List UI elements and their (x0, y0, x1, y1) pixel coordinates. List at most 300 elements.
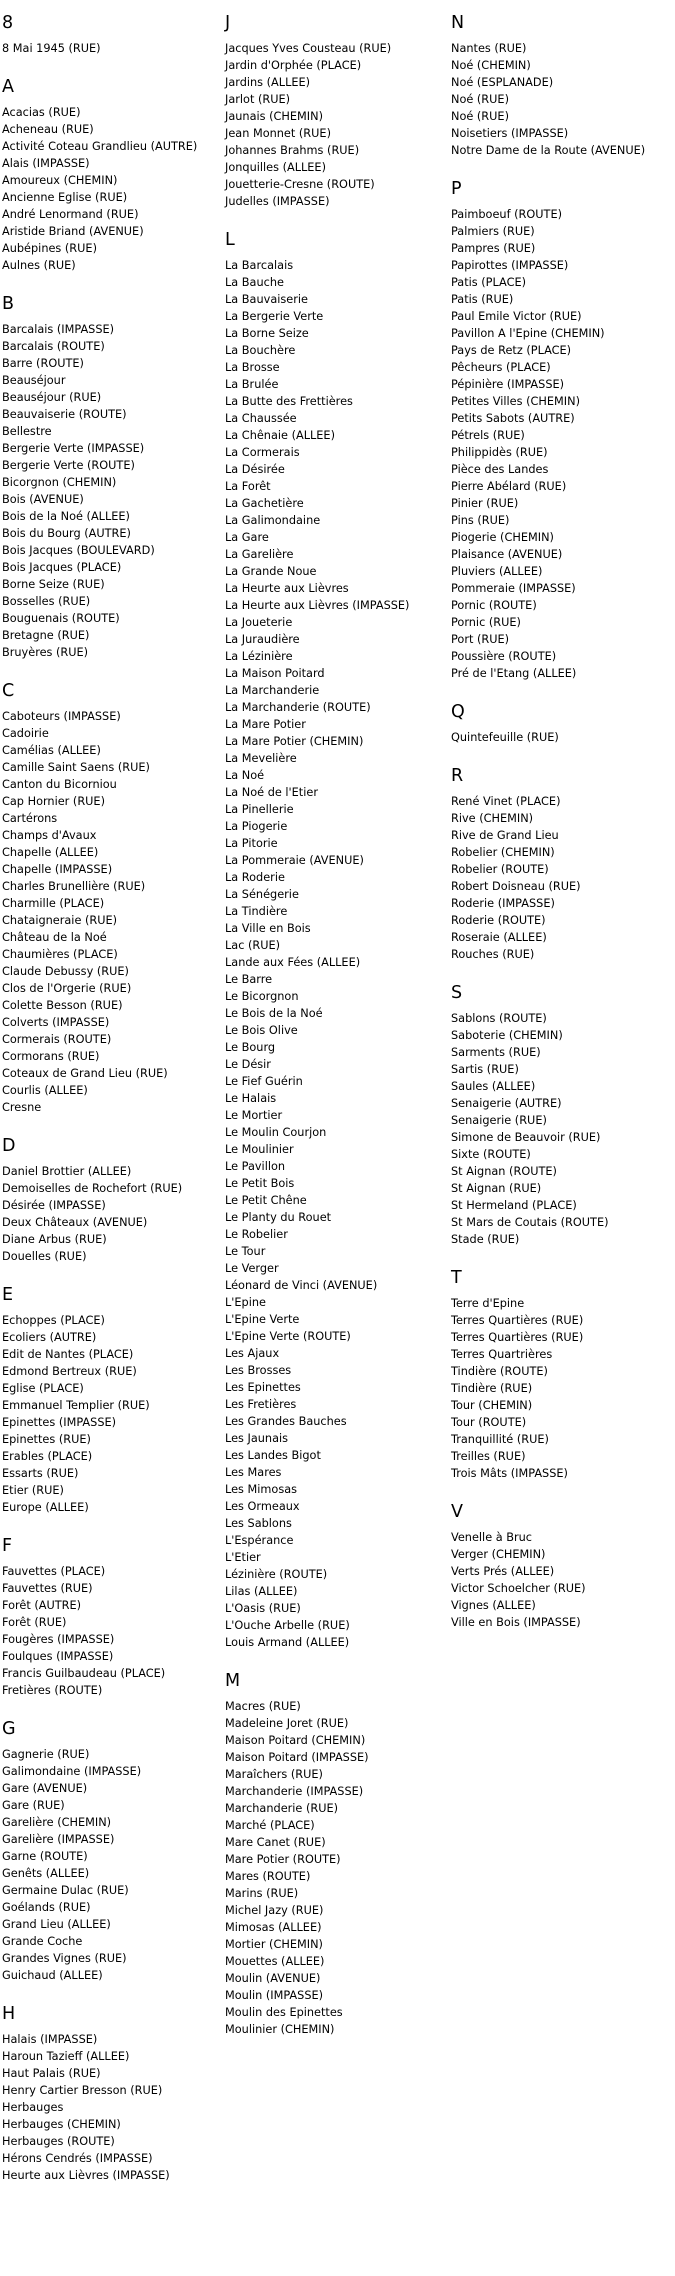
street-item: Pétrels (RUE) (451, 429, 525, 442)
letter-section (2, 293, 224, 661)
section-letter-heading: 8 (2, 13, 14, 33)
street-item: Patis (PLACE) (451, 276, 527, 289)
street-item: Simone de Beauvoir (RUE) (451, 1131, 601, 1144)
street-item: Mortier (CHEMIN) (225, 1938, 323, 1951)
street-item: Pépinière (IMPASSE) (451, 378, 565, 391)
street-item: La Chênaie (ALLEE) (225, 429, 335, 442)
street-item: Le Bois de la Noé (225, 1007, 323, 1020)
street-item: Pornic (ROUTE) (451, 599, 537, 612)
street-item: Tindière (ROUTE) (451, 1365, 548, 1378)
street-item: Essarts (RUE) (2, 1467, 79, 1480)
street-item: Bellestre (2, 425, 52, 438)
street-item: Stade (RUE) (451, 1233, 520, 1246)
street-item: Moulin (IMPASSE) (225, 1989, 324, 2002)
street-item: La Chaussée (225, 412, 297, 425)
street-item: Bois (AVENUE) (2, 493, 84, 506)
street-item: Les Fretières (225, 1398, 297, 1411)
street-item: Bois de la Noé (ALLEE) (2, 510, 130, 523)
street-item: La Brosse (225, 361, 280, 374)
street-item: Les Sablons (225, 1517, 292, 1530)
street-item: Petits Sabots (AUTRE) (451, 412, 575, 425)
street-item: La Marchanderie (ROUTE) (225, 701, 371, 714)
street-item: Cormerais (ROUTE) (2, 1033, 112, 1046)
street-item: Château de la Noé (2, 931, 107, 944)
street-list (2, 1563, 224, 1699)
street-item: L'Epine Verte (ROUTE) (225, 1330, 351, 1343)
letter-section (451, 12, 673, 159)
street-item: Cap Hornier (RUE) (2, 795, 105, 808)
street-item: Ancienne Eglise (RUE) (2, 191, 128, 204)
street-item: Philippidès (RUE) (451, 446, 548, 459)
street-item: La Gachetière (225, 497, 304, 510)
street-item: Rive (CHEMIN) (451, 812, 534, 825)
street-item: La Mare Potier (CHEMIN) (225, 735, 364, 748)
street-item: Pêcheurs (PLACE) (451, 361, 551, 374)
section-letter-heading: J (225, 13, 231, 33)
letter-section (2, 680, 224, 1116)
street-item: Treilles (RUE) (451, 1450, 526, 1463)
street-item: Activité Coteau Grandlieu (AUTRE) (2, 140, 198, 153)
street-item: Le Bourg (225, 1041, 276, 1054)
street-item: Acheneau (RUE) (2, 123, 94, 136)
street-item: Amoureux (CHEMIN) (2, 174, 118, 187)
street-item: Alais (IMPASSE) (2, 157, 90, 170)
street-item: La Mevelière (225, 752, 297, 765)
street-item: Heurte aux Lièvres (IMPASSE) (2, 2169, 170, 2182)
street-item: Courlis (ALLEE) (2, 1084, 88, 1097)
street-item: Europe (ALLEE) (2, 1501, 89, 1514)
street-item: La Heurte aux Lièvres (225, 582, 349, 595)
street-list (451, 793, 673, 963)
street-item: Maraîchers (RUE) (225, 1768, 323, 1781)
street-item: Rive de Grand Lieu (451, 829, 559, 842)
street-item: Camélias (ALLEE) (2, 744, 101, 757)
street-index-column-3 (451, 12, 673, 1650)
street-list (2, 1746, 224, 1984)
street-item: Verger (CHEMIN) (451, 1548, 546, 1561)
street-item: Pierre Abélard (RUE) (451, 480, 567, 493)
street-item: Maison Poitard (CHEMIN) (225, 1734, 366, 1747)
street-item: L'Espérance (225, 1534, 294, 1547)
street-list (451, 1295, 673, 1482)
street-item: René Vinet (PLACE) (451, 795, 561, 808)
street-item: Paimboeuf (ROUTE) (451, 208, 562, 221)
street-item: La Mare Potier (225, 718, 306, 731)
street-item: Mare Canet (RUE) (225, 1836, 326, 1849)
street-item: La Pinellerie (225, 803, 294, 816)
street-item: Marchanderie (IMPASSE) (225, 1785, 364, 1798)
street-item: Terre d'Epine (451, 1297, 525, 1310)
street-item: Charmille (PLACE) (2, 897, 105, 910)
street-item: La Cormerais (225, 446, 300, 459)
street-item: Bois du Bourg (AUTRE) (2, 527, 131, 540)
street-item: Henry Cartier Bresson (RUE) (2, 2084, 163, 2097)
street-item: Bretagne (RUE) (2, 629, 90, 642)
street-item: L'Epine Verte (225, 1313, 300, 1326)
street-item: Le Bicorgnon (225, 990, 299, 1003)
street-item: St Aignan (ROUTE) (451, 1165, 557, 1178)
street-item: Erables (PLACE) (2, 1450, 93, 1463)
street-item: Le Verger (225, 1262, 279, 1275)
street-item: Marins (RUE) (225, 1887, 299, 1900)
street-list (451, 1010, 673, 1248)
street-item: Edmond Bertreux (RUE) (2, 1365, 137, 1378)
street-item: Sartis (RUE) (451, 1063, 519, 1076)
street-list (225, 257, 447, 1651)
street-item: Aristide Briand (AVENUE) (2, 225, 144, 238)
street-item: Désirée (IMPASSE) (2, 1199, 106, 1212)
street-item: Chaumières (PLACE) (2, 948, 118, 961)
street-item: Pinier (RUE) (451, 497, 519, 510)
street-item: Forêt (RUE) (2, 1616, 67, 1629)
street-item: La Roderie (225, 871, 285, 884)
street-list (225, 40, 447, 210)
section-letter-heading: G (2, 1719, 16, 1739)
street-list (2, 1163, 224, 1265)
street-item: St Hermeland (PLACE) (451, 1199, 577, 1212)
street-item: Le Robelier (225, 1228, 288, 1241)
street-item: Petites Villes (CHEMIN) (451, 395, 580, 408)
street-item: Mare Potier (ROUTE) (225, 1853, 341, 1866)
street-list (225, 1698, 447, 2038)
street-item: Moulin (AVENUE) (225, 1972, 321, 1985)
street-item: Fretières (ROUTE) (2, 1684, 103, 1697)
street-item: Le Halais (225, 1092, 277, 1105)
street-item: Le Moulinier (225, 1143, 294, 1156)
street-item: Roderie (ROUTE) (451, 914, 546, 927)
street-item: Hérons Cendrés (IMPASSE) (2, 2152, 153, 2165)
street-item: L'Oasis (RUE) (225, 1602, 301, 1615)
street-item: Noé (RUE) (451, 93, 509, 106)
street-item: Quintefeuille (RUE) (451, 731, 559, 744)
street-item: Victor Schoelcher (RUE) (451, 1582, 586, 1595)
letter-section (451, 701, 673, 746)
street-item: La Désirée (225, 463, 285, 476)
street-item: Rouches (RUE) (451, 948, 535, 961)
street-item: Noé (CHEMIN) (451, 59, 531, 72)
street-item: Claude Debussy (RUE) (2, 965, 129, 978)
street-item: Bois Jacques (BOULEVARD) (2, 544, 155, 557)
street-item: Robelier (ROUTE) (451, 863, 549, 876)
street-item: Haroun Tazieff (ALLEE) (2, 2050, 130, 2063)
letter-section (451, 178, 673, 682)
street-item: Ecoliers (AUTRE) (2, 1331, 97, 1344)
street-item: La Garelière (225, 548, 294, 561)
street-item: La Forêt (225, 480, 271, 493)
section-letter-heading: M (225, 1671, 241, 1691)
street-list (2, 321, 224, 661)
street-item: Pièce des Landes (451, 463, 549, 476)
street-item: Les Landes Bigot (225, 1449, 321, 1462)
street-item: Pavillon A l'Epine (CHEMIN) (451, 327, 605, 340)
street-item: L'Epine (225, 1296, 266, 1309)
section-letter-heading: A (2, 77, 14, 97)
section-letter-heading: B (2, 294, 15, 314)
letter-section (2, 1718, 224, 1984)
street-item: Acacias (RUE) (2, 106, 81, 119)
street-item: Jouetterie-Cresne (ROUTE) (225, 178, 375, 191)
section-letter-heading: S (451, 983, 463, 1003)
street-list (2, 40, 224, 57)
street-item: Borne Seize (RUE) (2, 578, 105, 591)
street-item: Etier (RUE) (2, 1484, 64, 1497)
street-item: Paul Emile Victor (RUE) (451, 310, 582, 323)
street-item: La Bouchère (225, 344, 296, 357)
street-item: Marché (PLACE) (225, 1819, 315, 1832)
street-item: Madeleine Joret (RUE) (225, 1717, 349, 1730)
street-item: La Borne Seize (225, 327, 309, 340)
street-item: Verts Prés (ALLEE) (451, 1565, 555, 1578)
section-letter-heading: R (451, 766, 464, 786)
street-item: Robelier (CHEMIN) (451, 846, 555, 859)
street-item: Cadoirie (2, 727, 49, 740)
street-item: Fougères (IMPASSE) (2, 1633, 115, 1646)
street-item: Grand Lieu (ALLEE) (2, 1918, 111, 1931)
letter-section (2, 12, 224, 57)
street-item: Clos de l'Orgerie (RUE) (2, 982, 132, 995)
section-letter-heading: V (451, 1502, 463, 1522)
street-item: Cartérons (2, 812, 58, 825)
street-item: Camille Saint Saens (RUE) (2, 761, 150, 774)
street-item: Haut Palais (RUE) (2, 2067, 101, 2080)
street-item: Colverts (IMPASSE) (2, 1016, 110, 1029)
street-item: Cresne (2, 1101, 42, 1114)
street-item: Epinettes (IMPASSE) (2, 1416, 117, 1429)
street-item: Gare (RUE) (2, 1799, 65, 1812)
letter-section (451, 1267, 673, 1482)
street-item: Sablons (ROUTE) (451, 1012, 547, 1025)
street-list (2, 708, 224, 1116)
street-item: Barcalais (IMPASSE) (2, 323, 115, 336)
street-item: Le Petit Chêne (225, 1194, 307, 1207)
letter-section (451, 1501, 673, 1631)
street-item: Terres Quartières (RUE) (451, 1314, 584, 1327)
letter-section (225, 1670, 447, 2038)
street-item: Lande aux Fées (ALLEE) (225, 956, 361, 969)
street-item: Jardins (ALLEE) (225, 76, 311, 89)
street-item: Patis (RUE) (451, 293, 514, 306)
street-item: La Pommeraie (AVENUE) (225, 854, 364, 867)
street-item: Pluviers (ALLEE) (451, 565, 543, 578)
street-item: Foulques (IMPASSE) (2, 1650, 114, 1663)
street-item: Fauvettes (RUE) (2, 1582, 93, 1595)
section-letter-heading: H (2, 2004, 16, 2024)
street-list (451, 40, 673, 159)
street-item: Jardin d'Orphée (PLACE) (225, 59, 362, 72)
street-item: La Barcalais (225, 259, 294, 272)
street-item: Les Grandes Bauches (225, 1415, 347, 1428)
street-item: Echoppes (PLACE) (2, 1314, 105, 1327)
street-item: Maison Poitard (IMPASSE) (225, 1751, 369, 1764)
street-item: Bergerie Verte (ROUTE) (2, 459, 135, 472)
street-item: Pornic (RUE) (451, 616, 521, 629)
street-item: La Grande Noue (225, 565, 317, 578)
street-item: Notre Dame de la Route (AVENUE) (451, 144, 646, 157)
letter-section (451, 982, 673, 1248)
street-item: Lilas (ALLEE) (225, 1585, 298, 1598)
street-item: Le Petit Bois (225, 1177, 295, 1190)
street-list (451, 729, 673, 746)
street-item: Le Moulin Courjon (225, 1126, 327, 1139)
street-item: La Maison Poitard (225, 667, 325, 680)
street-item: La Bauvaiserie (225, 293, 308, 306)
street-item: Barcalais (ROUTE) (2, 340, 105, 353)
street-item: Louis Armand (ALLEE) (225, 1636, 350, 1649)
street-item: Emmanuel Templier (RUE) (2, 1399, 150, 1412)
street-item: Herbauges (2, 2101, 64, 2114)
street-item: Germaine Dulac (RUE) (2, 1884, 129, 1897)
street-item: Deux Châteaux (AVENUE) (2, 1216, 148, 1229)
street-item: La Ville en Bois (225, 922, 311, 935)
street-item: Fauvettes (PLACE) (2, 1565, 106, 1578)
street-item: Johannes Brahms (RUE) (225, 144, 360, 157)
street-item: Canton du Bicorniou (2, 778, 117, 791)
street-item: Beauséjour (RUE) (2, 391, 102, 404)
street-item: Halais (IMPASSE) (2, 2033, 98, 2046)
section-letter-heading: D (2, 1136, 16, 1156)
street-item: L'Ouche Arbelle (RUE) (225, 1619, 350, 1632)
street-item: Pampres (RUE) (451, 242, 536, 255)
street-item: Ville en Bois (IMPASSE) (451, 1616, 581, 1629)
street-item: Jacques Yves Cousteau (RUE) (225, 42, 392, 55)
letter-section (2, 1135, 224, 1265)
street-item: Garelière (CHEMIN) (2, 1816, 112, 1829)
street-item: Roseraie (ALLEE) (451, 931, 547, 944)
street-item: Pays de Retz (PLACE) (451, 344, 572, 357)
street-item: Les Brosses (225, 1364, 292, 1377)
street-item: Moulin des Epinettes (225, 2006, 343, 2019)
street-item: Le Bois Olive (225, 1024, 298, 1037)
street-item: Bicorgnon (CHEMIN) (2, 476, 117, 489)
street-item: L'Etier (225, 1551, 261, 1564)
street-item: Beauséjour (2, 374, 66, 387)
street-item: Le Fief Guérin (225, 1075, 303, 1088)
street-item: Terres Quartrières (451, 1348, 553, 1361)
street-item: Sixte (ROUTE) (451, 1148, 531, 1161)
street-item: Les Mimosas (225, 1483, 298, 1496)
street-item: Senaigerie (AUTRE) (451, 1097, 562, 1110)
street-item: La Pitorie (225, 837, 278, 850)
street-item: Mimosas (ALLEE) (225, 1921, 322, 1934)
street-item: Beauvaiserie (ROUTE) (2, 408, 127, 421)
street-item: Cormorans (RUE) (2, 1050, 100, 1063)
street-index-column-1 (2, 12, 224, 2203)
street-item: Le Désir (225, 1058, 271, 1071)
street-item: La Heurte aux Lièvres (IMPASSE) (225, 599, 410, 612)
street-item: Le Planty du Rouet (225, 1211, 332, 1224)
street-item: Coteaux de Grand Lieu (RUE) (2, 1067, 168, 1080)
street-item: Moulinier (CHEMIN) (225, 2023, 335, 2036)
street-item: Papirottes (IMPASSE) (451, 259, 569, 272)
street-item: 8 Mai 1945 (RUE) (2, 42, 101, 55)
street-item: Galimondaine (IMPASSE) (2, 1765, 142, 1778)
street-list (2, 1312, 224, 1516)
street-item: Roderie (IMPASSE) (451, 897, 555, 910)
street-item: Bergerie Verte (IMPASSE) (2, 442, 145, 455)
street-item: Macres (RUE) (225, 1700, 301, 1713)
street-item: Le Mortier (225, 1109, 283, 1122)
section-letter-heading: P (451, 179, 462, 199)
street-item: St Mars de Coutais (ROUTE) (451, 1216, 609, 1229)
street-item: Marchanderie (RUE) (225, 1802, 339, 1815)
section-letter-heading: Q (451, 702, 465, 722)
street-item: St Aignan (RUE) (451, 1182, 542, 1195)
street-item: Champs d'Avaux (2, 829, 97, 842)
street-item: La Sénégerie (225, 888, 299, 901)
street-item: Piogerie (CHEMIN) (451, 531, 554, 544)
street-item: Bouguenais (ROUTE) (2, 612, 120, 625)
street-item: Plaisance (AVENUE) (451, 548, 563, 561)
street-item: Michel Jazy (RUE) (225, 1904, 324, 1917)
street-item: Francis Guilbaudeau (PLACE) (2, 1667, 166, 1680)
street-item: Herbauges (CHEMIN) (2, 2118, 121, 2131)
street-list (2, 2031, 224, 2184)
street-item: Les Ajaux (225, 1347, 280, 1360)
street-item: Pré de l'Etang (ALLEE) (451, 667, 577, 680)
street-item: Grandes Vignes (RUE) (2, 1952, 127, 1965)
street-item: La Galimondaine (225, 514, 321, 527)
street-item: Edit de Nantes (PLACE) (2, 1348, 134, 1361)
street-item: Les Ormeaux (225, 1500, 300, 1513)
street-item: Mares (ROUTE) (225, 1870, 311, 1883)
street-item: Tindière (RUE) (451, 1382, 533, 1395)
street-item: Bois Jacques (PLACE) (2, 561, 122, 574)
street-item: Léonard de Vinci (AVENUE) (225, 1279, 378, 1292)
street-item: André Lenormand (RUE) (2, 208, 139, 221)
street-item: Venelle à Bruc (451, 1531, 533, 1544)
street-item: Lézinière (ROUTE) (225, 1568, 328, 1581)
street-item: Bruyères (RUE) (2, 646, 89, 659)
street-item: Tranquillité (RUE) (451, 1433, 549, 1446)
street-item: Diane Arbus (RUE) (2, 1233, 107, 1246)
street-list (451, 1529, 673, 1631)
street-item: Poussière (ROUTE) (451, 650, 557, 663)
street-item: Aulnes (RUE) (2, 259, 76, 272)
street-list (2, 104, 224, 274)
street-item: Guichaud (ALLEE) (2, 1969, 103, 1982)
street-item: Charles Brunellière (RUE) (2, 880, 146, 893)
street-item: Aubépines (RUE) (2, 242, 97, 255)
street-item: Genêts (ALLEE) (2, 1867, 90, 1880)
street-item: Port (RUE) (451, 633, 510, 646)
street-item: Vignes (ALLEE) (451, 1599, 536, 1612)
street-item: La Gare (225, 531, 269, 544)
street-item: Nantes (RUE) (451, 42, 527, 55)
street-item: Tour (CHEMIN) (451, 1399, 533, 1412)
street-item: Eglise (PLACE) (2, 1382, 84, 1395)
street-item: Judelles (IMPASSE) (225, 195, 330, 208)
street-item: Jaunais (CHEMIN) (225, 110, 323, 123)
street-item: Robert Doisneau (RUE) (451, 880, 581, 893)
street-item: Epinettes (RUE) (2, 1433, 91, 1446)
letter-section (2, 1535, 224, 1699)
street-item: Barre (ROUTE) (2, 357, 84, 370)
street-item: Trois Mâts (IMPASSE) (451, 1467, 568, 1480)
street-item: La Bauche (225, 276, 284, 289)
street-item: La Tindière (225, 905, 288, 918)
section-letter-heading: F (2, 1536, 13, 1556)
street-item: La Joueterie (225, 616, 293, 629)
street-item: Garelière (IMPASSE) (2, 1833, 115, 1846)
street-item: Senaigerie (RUE) (451, 1114, 547, 1127)
street-item: Pins (RUE) (451, 514, 510, 527)
street-item: La Bergerie Verte (225, 310, 324, 323)
street-item: Noé (ESPLANADE) (451, 76, 554, 89)
letter-section (2, 2003, 224, 2184)
street-item: Gagnerie (RUE) (2, 1748, 90, 1761)
street-item: Noé (RUE) (451, 110, 509, 123)
street-item: La Brulée (225, 378, 279, 391)
